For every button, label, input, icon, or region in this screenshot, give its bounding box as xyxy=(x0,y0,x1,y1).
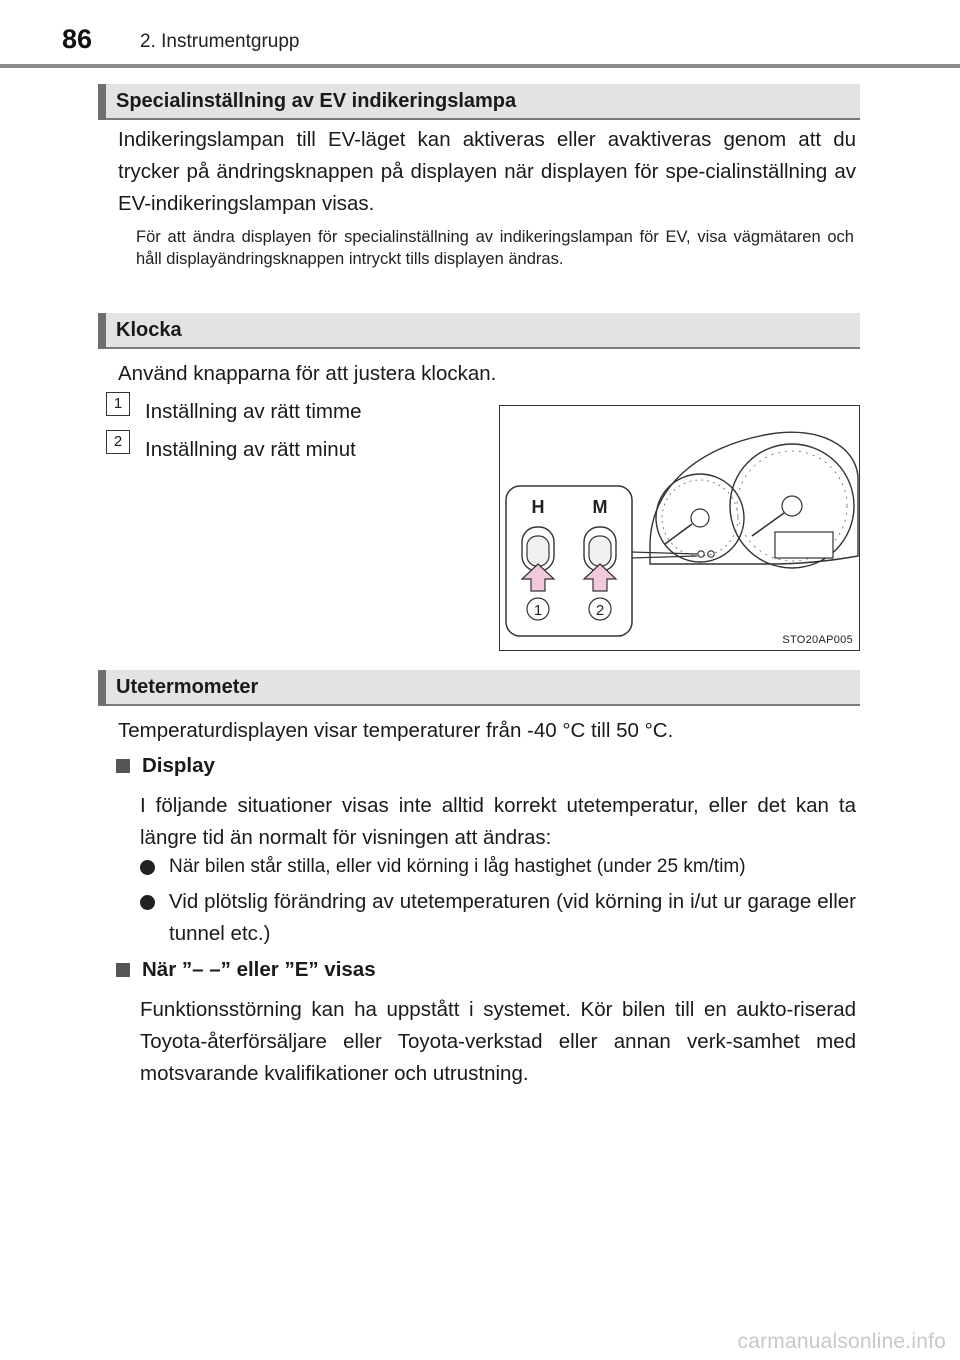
multi-display xyxy=(775,532,833,558)
list-item xyxy=(140,851,856,883)
thermometer-body: Temperaturdisplayen visar temperaturer från -40 °C till 50 °C. xyxy=(118,719,674,742)
list-item xyxy=(140,886,856,950)
watermark: carmanualsonline.info xyxy=(737,1330,946,1353)
button-h-label: H xyxy=(531,497,545,517)
cluster-button-h xyxy=(698,551,704,557)
step-number: 1 xyxy=(106,392,130,416)
ev-note: För att ändra displayen för specialinställning av indikeringslampan för EV, visa vägmätaren och håll displayändringsknappen intryckt tills displayen ändras. xyxy=(136,228,854,268)
speedometer-hub xyxy=(782,496,802,516)
square-bullet-icon xyxy=(116,759,130,773)
section-title-thermometer: Utetermometer xyxy=(116,676,259,698)
display-heading xyxy=(116,754,215,778)
bullet-text: När bilen står stilla, eller vid körning i låg hastighet (under 25 km/tim) xyxy=(169,856,746,877)
clock-step-1 xyxy=(106,395,362,424)
h-button-cap xyxy=(527,536,549,566)
chapter-title: 2. Instrumentgrupp xyxy=(140,31,300,52)
bullet-dot-icon xyxy=(140,860,155,875)
header-rule xyxy=(0,64,960,68)
bullet-text: Vid plötslig förändring av utetemperaturen (vid körning in i/ut ur garage eller tunnel etc.) xyxy=(169,890,856,945)
display-heading-text: Display xyxy=(142,754,215,777)
error-heading xyxy=(116,958,376,982)
section-header-ev xyxy=(98,84,860,120)
callout-number-2: 2 xyxy=(595,602,605,619)
page-number: 86 xyxy=(62,24,93,54)
step-label: Inställning av rätt timme xyxy=(145,400,362,423)
display-body: I följande situationer visas inte alltid korrekt utetemperatur, eller det kan ta längre tid än normalt för visningen att ändras: xyxy=(140,794,856,849)
section-title-clock: Klocka xyxy=(116,319,182,341)
step-number: 2 xyxy=(106,430,130,454)
left-gauge-hub xyxy=(691,509,709,527)
left-gauge-needle xyxy=(665,524,692,544)
section-header-clock xyxy=(98,313,860,349)
bullet-dot-icon xyxy=(140,895,155,910)
instrument-cluster-illustration xyxy=(500,406,861,652)
figure-code: STO20AP005 xyxy=(782,634,853,646)
clock-body: Använd knapparna för att justera klockan. xyxy=(118,362,497,385)
error-heading-text: När ”– –” eller ”E” visas xyxy=(142,958,376,981)
callout-number-1: 1 xyxy=(533,602,543,619)
error-body: Funktionsstörning kan ha uppstått i systemet. Kör bilen till en aukto-riserad Toyota-återförsäljare eller Toyota-verkstad eller annan verk-samhet med motsvarande kvalifikationer och utrustning. xyxy=(140,998,856,1085)
m-button-cap xyxy=(589,536,611,566)
ev-body: Indikeringslampan till EV-läget kan aktiveras eller avaktiveras genom att du trycker på ändringsknappen på displayen när displayen för spe-cialinställning av EV-indikeringslampan visas. xyxy=(118,128,856,215)
section-title-ev: Specialinställning av EV indikeringslampa xyxy=(116,90,517,112)
button-m-label: M xyxy=(592,497,608,517)
callout-line xyxy=(631,556,697,558)
clock-figure xyxy=(499,405,860,651)
clock-step-2 xyxy=(106,433,356,462)
callout-line xyxy=(631,552,697,554)
step-label: Inställning av rätt minut xyxy=(145,438,356,461)
section-header-thermometer xyxy=(98,670,860,706)
square-bullet-icon xyxy=(116,963,130,977)
